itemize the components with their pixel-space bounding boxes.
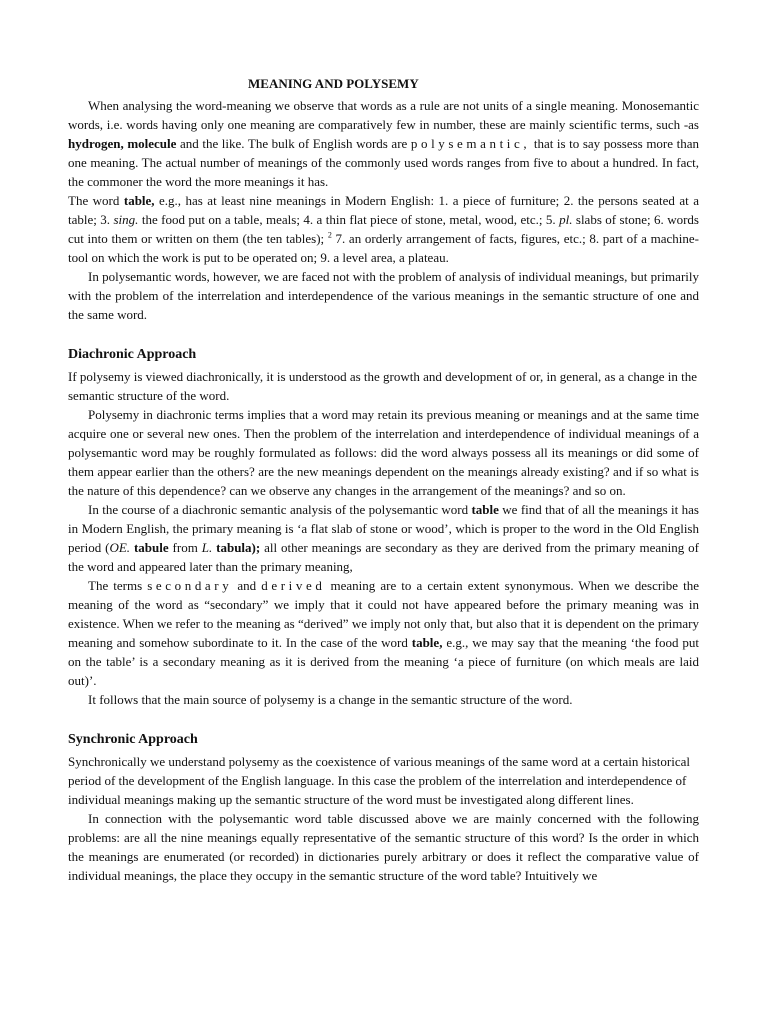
- intro-paragraph-2: The word table, e.g., has at least nine meanings in Modern English: 1. a piece of furniture; 2. the persons seated at a table; 3. sing. the food put on a table, meals; 4. a thin flat piece of stone, metal, wood, etc.; 5. pl. slabs of stone; 6. words cut into them or written on them (the ten tables); $^2$ 7. an orderly arrangement of facts, figures, etc.; 8. part of a machine-tool on which the work is put to be operated on; 9. a level area, a plateau.: [68, 193, 699, 265]
- synchronic-paragraph-2: In connection with the polysemantic word table discussed above we are mainly concerned with the following problems: are all the nine meanings equally representative of the semantic structure of this word? Is the order in which the meanings are enumerated (or recorded) in dictionaries purely arbitrary or does it reflect the comparative value of individual meanings, the place they occupy in the semantic structure of the word table? Intuitively we: [68, 811, 699, 883]
- footnote-marker: 2: [327, 230, 332, 240]
- intro-paragraph-1: When analysing the word-meaning we observe that words as a rule are not units of a single meaning. Monosemantic words, i.e. words having only one meaning are comparatively few in number, these are mainly scientific terms, such -as hydrogen, molecule and the like. The bulk of English words are polysemantic, that is to say possess more than one meaning. The actual number of meanings of the commonly used words ranges from five to about a hundred. In fact, the commoner the word the more meanings it has.: [68, 98, 699, 189]
- diachronic-paragraph-3: In the course of a diachronic semantic analysis of the polysemantic word table we find that of all the meanings it has in Modern English, the primary meaning is ‘a flat slab of stone or wood’, which is proper to the word in the Old English period (OE. tabule from L. tabula); all other meanings are secondary as they are derived from the primary meaning of the word and appeared later than the primary meaning,: [68, 502, 700, 574]
- document-page: [68, 75, 699, 885]
- spaced-term-secondary: secondary: [147, 578, 233, 593]
- intro-paragraph-3: In polysemantic words, however, we are faced not with the problem of analysis of individual meanings, but primarily with the problem of the interrelation and interdependence of the various meanings in the semantic structure of one and the same word.: [68, 269, 699, 322]
- synchronic-heading: Synchronic Approach: [68, 732, 198, 747]
- synchronic-paragraph-1: Synchronically we understand polysemy as the coexistence of various meanings of the same word at a certain historical period of the development of the English language. In this case the problem of the interrelation and interdependence of individual meanings making up the semantic structure of the word must be investigated along different lines.: [68, 754, 691, 807]
- spaced-term: polysemantic,: [410, 136, 531, 151]
- diachronic-paragraph-1: If polysemy is viewed diachronically, it is understood as the growth and development of or, in general, as a change in the semantic structure of the word.: [68, 369, 697, 403]
- diachronic-paragraph-5: It follows that the main source of polysemy is a change in the semantic structure of the word.: [88, 692, 573, 707]
- spaced-term-derived: derived: [261, 578, 326, 593]
- page-title: MEANING AND POLYSEMY: [248, 76, 419, 91]
- diachronic-heading: Diachronic Approach: [68, 347, 197, 362]
- diachronic-paragraph-4: The terms secondary and derived meaning are to a certain extent synonymous. When we describe the meaning of the word as “secondary” we imply that it could not have appeared before the primary meaning was in existence. When we refer to the meaning as “derived” we imply not only that, but also that it is dependent on the primary meaning and somehow subordinate to it. In the case of the word table, e.g., we may say that the meaning ‘the food put on the table’ is a secondary meaning as it is derived from the meaning ‘a piece of furniture (on which meals are laid out)’.: [68, 578, 699, 688]
- diachronic-paragraph-2: Polysemy in diachronic terms implies that a word may retain its previous meaning or meanings and at the same time acquire one or several new ones. Then the problem of the interrelation and interdependence of individual meanings of a polysemantic word may be roughly formulated as follows: did the word always possess all its meanings or did some of them appear earlier than the others? are the new meanings dependent on the meanings already existing? and if so what is the nature of this dependence? can we observe any changes in the arrangement of the meanings? and so on.: [68, 407, 699, 498]
